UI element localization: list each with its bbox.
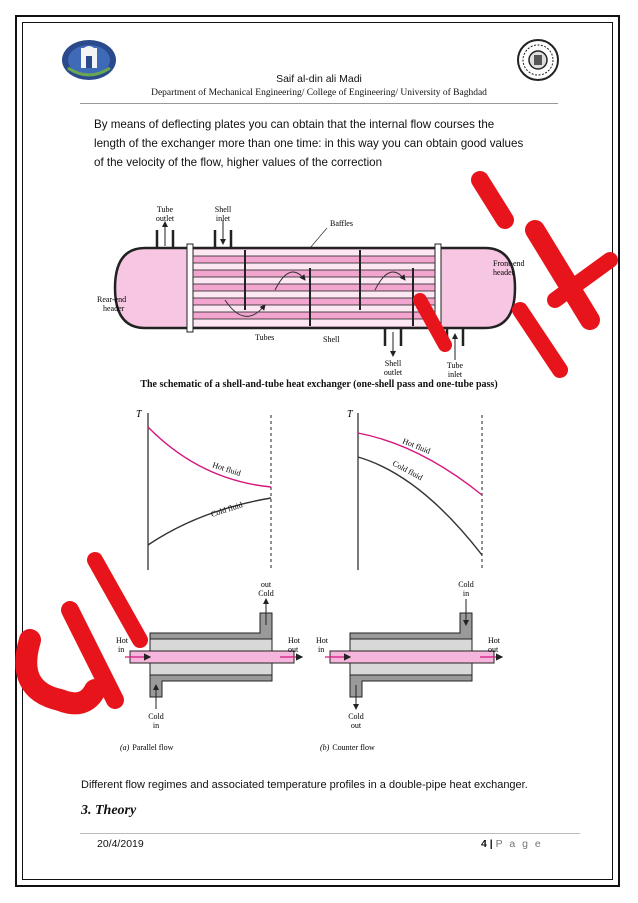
cold-curve-left xyxy=(148,498,271,545)
paragraph-line: length of the exchanger more than one time: in this way you can obtain good values xyxy=(94,137,524,150)
cold-in-parallel: Cold in xyxy=(148,712,164,730)
figure-caption-shell-tube: The schematic of a shell-and-tube heat exchanger (one-shell pass and one-tube pass) xyxy=(140,379,498,390)
department-line: Department of Mechanical Engineering/ College of Engineering/ University of Baghdad xyxy=(151,88,487,98)
caption-counter: (b) Counter flow xyxy=(320,743,375,752)
axis-label-t-right: T xyxy=(347,409,353,420)
page-separator: | xyxy=(489,838,493,850)
double-pipe-schematics xyxy=(110,580,530,755)
label-shell-inlet: Shell inlet xyxy=(214,205,232,223)
cold-out-parallel-2: out xyxy=(260,580,272,589)
page-label: P a g e xyxy=(495,838,543,850)
cold-in-counter: Cold in xyxy=(458,580,474,598)
label-front-end-header: Front-end header xyxy=(493,259,525,277)
caption-parallel: (a) Parallel flow xyxy=(120,743,174,752)
footer-divider xyxy=(80,833,580,834)
tube-sheet-left xyxy=(187,244,193,332)
footer-page-info xyxy=(481,838,543,850)
figure-caption-flow-regimes: Different flow regimes and associated temperature profiles in a double-pipe heat exchanger. xyxy=(81,779,528,791)
axis-label-t-left: T xyxy=(136,409,142,420)
cold-out-counter: Cold out xyxy=(348,712,364,730)
shell-tube-diagram xyxy=(95,200,535,380)
hot-in-counter: Hot in xyxy=(316,636,328,654)
label-shell-outlet: Shell outlet xyxy=(383,359,403,377)
body-paragraph xyxy=(94,115,554,172)
hot-tube-counter xyxy=(330,651,494,663)
label-tubes: Tubes xyxy=(255,333,275,342)
cold-fluid-label-right: Cold fluid xyxy=(391,458,425,483)
hot-tube-parallel xyxy=(130,651,294,663)
author-name: Saif al-din ali Madi xyxy=(276,73,362,85)
hot-fluid-label-right: Hot fluid xyxy=(401,436,432,456)
temperature-profiles xyxy=(130,405,540,575)
hot-in-parallel: Hot in xyxy=(116,636,128,654)
hot-curve-left xyxy=(148,427,271,487)
hot-fluid-label-left: Hot fluid xyxy=(211,460,242,478)
section-heading-theory: 3. Theory xyxy=(81,803,137,818)
cold-out-parallel: Cold xyxy=(258,589,274,598)
label-rear-end-header: Rear-end header xyxy=(97,295,127,313)
header-divider xyxy=(80,103,558,104)
label-baffles: Baffles xyxy=(330,219,353,228)
cold-fluid-label-left: Cold fluid xyxy=(209,500,244,519)
label-tube-outlet: Tube outlet xyxy=(155,205,175,223)
page-number: 4 xyxy=(481,838,487,850)
paragraph-line: of the velocity of the flow, higher values of the correction xyxy=(94,156,383,169)
label-shell: Shell xyxy=(323,335,340,344)
label-tube-inlet: Tube inlet xyxy=(446,361,464,379)
hot-out-counter: Hot out xyxy=(488,636,500,654)
hot-out-parallel: Hot out xyxy=(288,636,300,654)
tube-sheet-right xyxy=(435,244,441,332)
paragraph-line: By means of deflecting plates you can obtain that the internal flow courses the xyxy=(94,118,495,131)
footer-date: 20/4/2019 xyxy=(97,838,144,850)
